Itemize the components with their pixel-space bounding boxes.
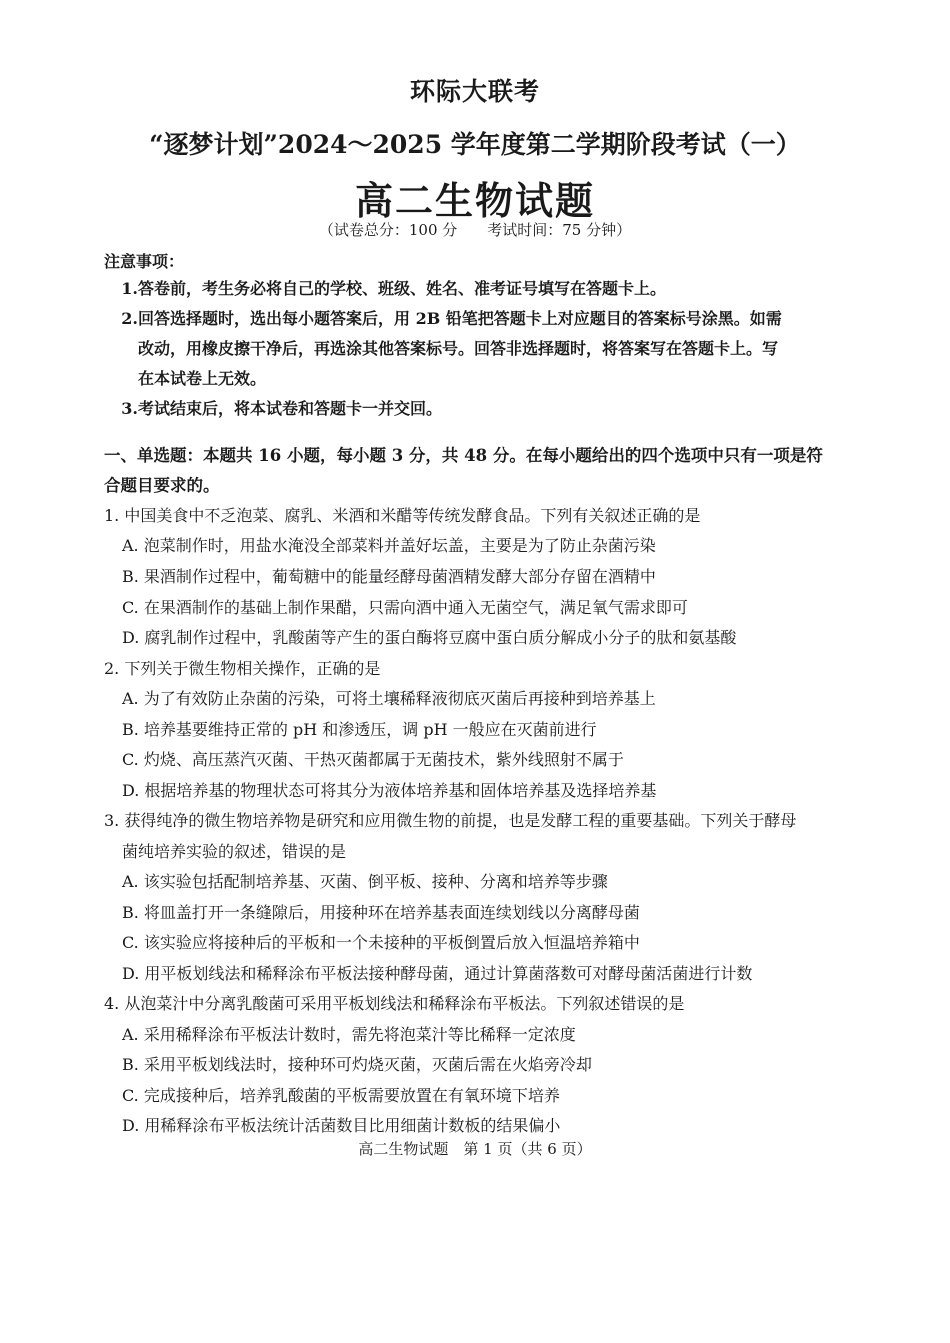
question-option: A. 为了有效防止杂菌的污染，可将土壤稀释液彻底灭菌后再接种到培养基上: [122, 689, 656, 708]
section-heading: 一、单选题：本题共 16 小题，每小题 3 分，共 48 分。在每小题给出的四个选项中只有一项是符: [104, 446, 823, 465]
question-option: B. 培养基要维持正常的 pH 和渗透压，调 pH 一般应在灭菌前进行: [122, 720, 597, 739]
page-title: 高二生物试题: [354, 179, 595, 223]
exam-meta: [0, 219, 950, 240]
question-option: B. 采用平板划线法时，接种环可灼烧灭菌，灭菌后需在火焰旁冷却: [122, 1055, 592, 1074]
question-option: C. 灼烧、高压蒸汽灭菌、干热灭菌都属于无菌技术，紫外线照射不属于: [122, 750, 624, 769]
notice-item-cont: 改动，用橡皮擦干净后，再选涂其他答案标号。回答非选择题时，将答案写在答题卡上。写: [138, 339, 779, 358]
question-option: C. 该实验应将接种后的平板和一个未接种的平板倒置后放入恒温培养箱中: [122, 933, 640, 952]
exam-org: 环际大联考: [409, 77, 540, 106]
notice-item: 3.考试结束后，将本试卷和答题卡一并交回。: [121, 399, 443, 418]
question-stem: 1. 中国美食中不乏泡菜、腐乳、米酒和米醋等传统发酵食品。下列有关叙述正确的是: [104, 506, 701, 525]
total-score: （试卷总分：100 分: [318, 221, 458, 239]
question-option: C. 在果酒制作的基础上制作果醋，只需向酒中通入无菌空气，满足氧气需求即可: [122, 598, 688, 617]
question-stem: 4. 从泡菜汁中分离乳酸菌可采用平板划线法和稀释涂布平板法。下列叙述错误的是: [104, 994, 685, 1013]
question-option: D. 用稀释涂布平板法统计活菌数目比用细菌计数板的结果偏小: [122, 1116, 561, 1135]
exam-name: “逐梦计划”2024～2025 学年度第二学期阶段考试（一）: [149, 130, 801, 159]
question-option: A. 泡菜制作时，用盐水淹没全部菜料并盖好坛盖，主要是为了防止杂菌污染: [122, 536, 656, 555]
page-footer: 高二生物试题 第 1 页（共 6 页）: [358, 1140, 592, 1158]
notice-heading: 注意事项：: [104, 252, 185, 271]
question-option: B. 果酒制作过程中，葡萄糖中的能量经酵母菌酒精发酵大部分存留在酒精中: [122, 567, 656, 586]
question-stem-cont: 菌纯培养实验的叙述，错误的是: [122, 842, 347, 861]
question-option: D. 用平板划线法和稀释涂布平板法接种酵母菌，通过计算菌落数可对酵母菌活菌进行计数: [122, 964, 753, 983]
question-stem: 2. 下列关于微生物相关操作，正确的是: [104, 659, 381, 678]
question-stem: 3. 获得纯净的微生物培养物是研究和应用微生物的前提，也是发酵工程的重要基础。下列关于酵母: [104, 811, 797, 830]
notice-item: 1.答卷前，考生务必将自己的学校、班级、姓名、准考证号填写在答题卡上。: [121, 279, 667, 298]
question-option: D. 根据培养基的物理状态可将其分为液体培养基和固体培养基及选择培养基: [122, 781, 657, 800]
question-option: B. 将皿盖打开一条缝隙后，用接种环在培养基表面连续划线以分离酵母菌: [122, 903, 640, 922]
notice-item-cont: 在本试卷上无效。: [138, 369, 267, 388]
question-option: C. 完成接种后，培养乳酸菌的平板需要放置在有氧环境下培养: [122, 1086, 560, 1105]
section-heading-cont: 合题目要求的。: [104, 476, 220, 495]
question-option: A. 采用稀释涂布平板法计数时，需先将泡菜汁等比稀释一定浓度: [122, 1025, 576, 1044]
notice-item: 2.回答选择题时，选出每小题答案后，用 2B 铅笔把答题卡上对应题目的答案标号涂黑。如需: [121, 309, 782, 328]
question-option: A. 该实验包括配制培养基、灭菌、倒平板、接种、分离和培养等步骤: [122, 872, 608, 891]
question-option: D. 腐乳制作过程中，乳酸菌等产生的蛋白酶将豆腐中蛋白质分解成小分子的肽和氨基酸: [122, 628, 737, 647]
exam-duration: 考试时间：75 分钟）: [487, 221, 632, 239]
